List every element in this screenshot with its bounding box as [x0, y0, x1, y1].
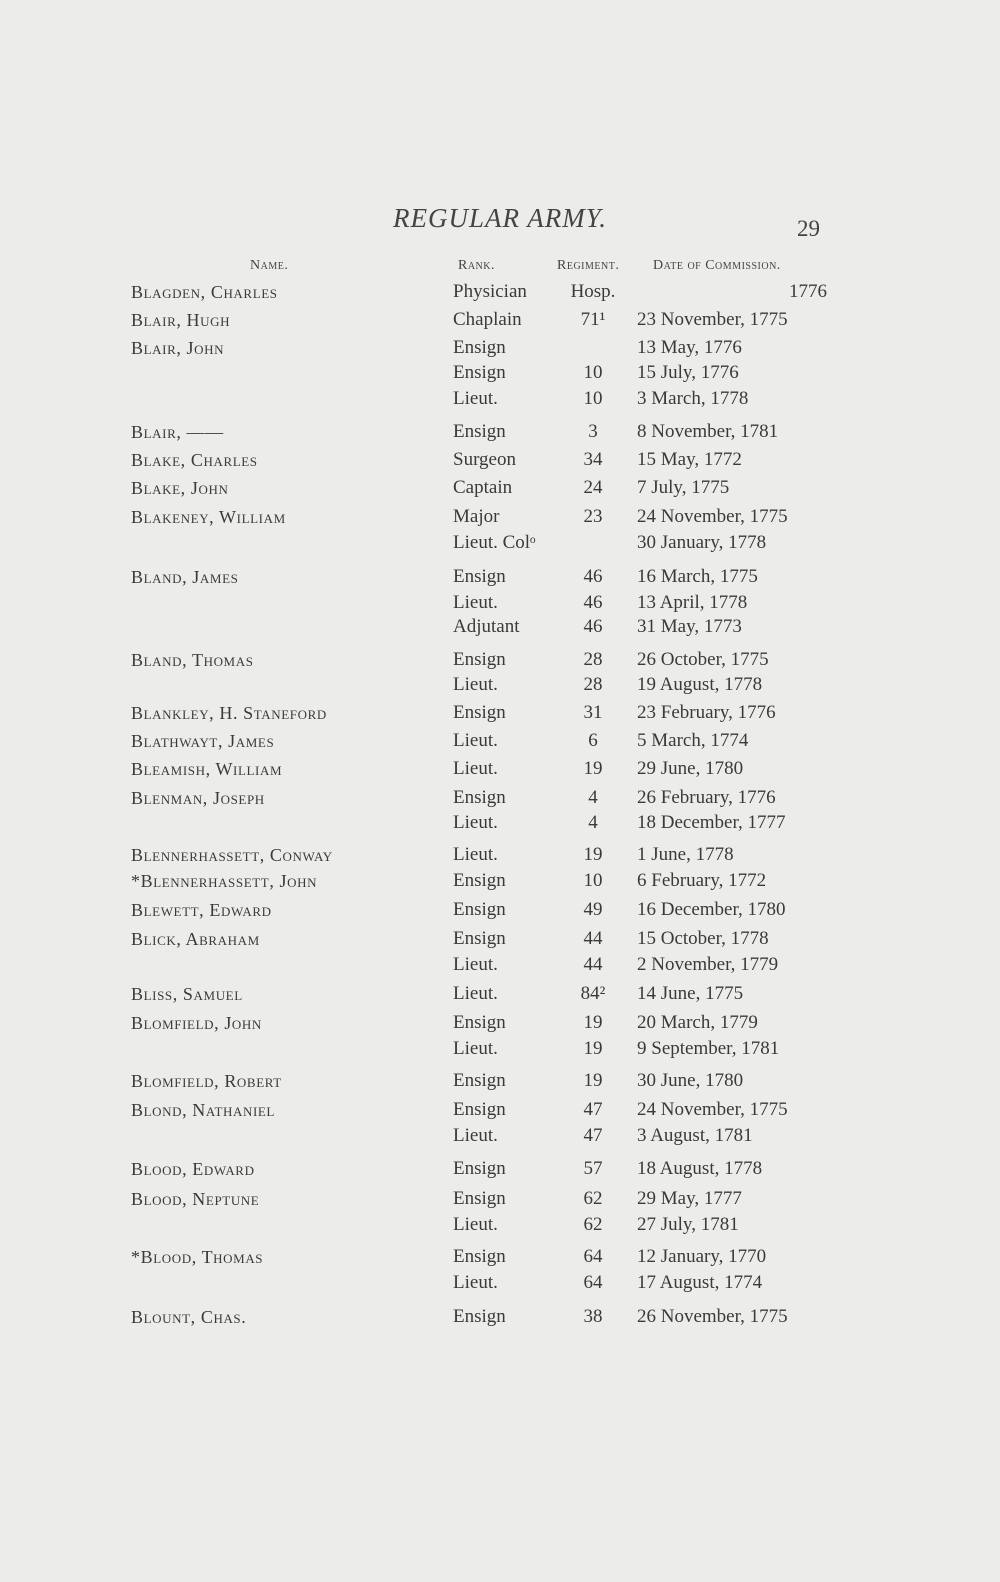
officer-regiment: 44 [583, 928, 603, 949]
commission-date: 3 March, 1778 [637, 388, 749, 409]
officer-regiment: 64 [583, 1246, 603, 1267]
officer-rank: Ensign [453, 649, 506, 670]
officer-name: Blair, John [131, 338, 225, 358]
commission-date: 24 November, 1775 [637, 1099, 788, 1120]
officer-regiment: 10 [583, 870, 603, 891]
officer-name: Blomfield, Robert [131, 1071, 282, 1091]
table-row [0, 335, 1000, 361]
officer-regiment: 28 [583, 674, 603, 695]
commission-date: 23 February, 1776 [637, 702, 776, 723]
officer-rank: Lieut. [453, 592, 498, 613]
commission-date: 15 July, 1776 [637, 362, 739, 383]
officer-rank: Ensign [453, 1158, 506, 1179]
column-header-date: Date of Commission. [653, 258, 781, 273]
commission-date: 14 June, 1775 [637, 983, 744, 1004]
officer-regiment: 64 [583, 1272, 603, 1293]
table-row [0, 926, 1000, 952]
commission-date: 18 December, 1777 [637, 812, 786, 833]
officer-rank: Lieut. [453, 730, 498, 751]
officer-rank: Ensign [453, 870, 506, 891]
officer-name: Blick, Abraham [131, 929, 260, 949]
table-row [0, 810, 1000, 836]
officer-regiment: 23 [583, 506, 603, 527]
commission-date: 24 November, 1775 [637, 506, 788, 527]
officer-regiment: 31 [583, 702, 603, 723]
officer-name: Blathwayt, James [131, 731, 275, 751]
officer-rank: Lieut. Colᵒ [453, 532, 536, 553]
commission-date: 12 January, 1770 [637, 1246, 767, 1267]
commission-date: 15 October, 1778 [637, 928, 769, 949]
officer-name: *Blood, Thomas [131, 1247, 264, 1267]
officer-name: Blankley, H. Staneford [131, 703, 327, 723]
officer-rank: Ensign [453, 928, 506, 949]
officer-rank: Chaplain [453, 309, 522, 330]
table-row [0, 475, 1000, 501]
officer-name: Bland, James [131, 567, 239, 587]
officer-regiment: 4 [588, 787, 598, 808]
officer-regiment: 6 [588, 730, 598, 751]
officer-name: Blair, —— [131, 422, 224, 442]
officer-rank: Ensign [453, 421, 506, 442]
officer-name: Blagden, Charles [131, 282, 278, 302]
commission-date: 7 July, 1775 [637, 477, 730, 498]
officer-rank: Ensign [453, 362, 506, 383]
table-row [0, 504, 1000, 530]
commission-date: 19 August, 1778 [637, 674, 763, 695]
commission-date: 30 June, 1780 [637, 1070, 744, 1091]
table-row [0, 728, 1000, 754]
commission-date: 23 November, 1775 [637, 309, 788, 330]
officer-rank: Lieut. [453, 844, 498, 865]
commission-date: 29 May, 1777 [637, 1188, 742, 1209]
table-row [0, 756, 1000, 782]
officer-rank: Captain [453, 477, 513, 498]
commission-date: 1 June, 1778 [637, 844, 734, 865]
officer-regiment: 19 [583, 844, 603, 865]
table-row [0, 1212, 1000, 1238]
table-row [0, 614, 1000, 640]
officer-regiment: 71¹ [580, 309, 606, 330]
officer-name: Blond, Nathaniel [131, 1100, 275, 1120]
officer-regiment: 38 [583, 1306, 603, 1327]
commission-date: 26 February, 1776 [637, 787, 776, 808]
officer-rank: Lieut. [453, 954, 498, 975]
table-row [0, 279, 1000, 305]
commission-date: 15 May, 1772 [637, 449, 742, 470]
officer-name: Blakeney, William [131, 507, 286, 527]
commission-date: 16 March, 1775 [637, 566, 758, 587]
commission-date: 13 May, 1776 [637, 337, 742, 358]
commission-date: 30 January, 1778 [637, 532, 767, 553]
officer-rank: Ensign [453, 702, 506, 723]
commission-date: 26 October, 1775 [637, 649, 769, 670]
officer-regiment: 46 [583, 566, 603, 587]
officer-regiment: 49 [583, 899, 603, 920]
table-row [0, 1097, 1000, 1123]
officer-rank: Lieut. [453, 758, 498, 779]
officer-name: Bland, Thomas [131, 650, 254, 670]
commission-date: 1776 [789, 281, 827, 302]
table-row [0, 1186, 1000, 1212]
officer-name: Bliss, Samuel [131, 984, 243, 1004]
table-row [0, 1036, 1000, 1062]
table-row [0, 564, 1000, 590]
commission-date: 27 July, 1781 [637, 1214, 739, 1235]
officer-regiment: 84² [580, 983, 606, 1004]
commission-date: 8 November, 1781 [637, 421, 779, 442]
officer-name: Blomfield, John [131, 1013, 262, 1033]
officer-regiment: 4 [588, 812, 598, 833]
officer-rank: Ensign [453, 1012, 506, 1033]
officer-rank: Lieut. [453, 1038, 498, 1059]
officer-rank: Lieut. [453, 388, 498, 409]
officer-rank: Lieut. [453, 983, 498, 1004]
table-row [0, 530, 1000, 556]
officer-rank: Surgeon [453, 449, 516, 470]
commission-date: 18 August, 1778 [637, 1158, 763, 1179]
table-row [0, 981, 1000, 1007]
commission-date: 31 May, 1773 [637, 616, 742, 637]
officer-regiment: 24 [583, 477, 603, 498]
table-row [0, 419, 1000, 445]
officer-name: Blake, John [131, 478, 229, 498]
table-row [0, 447, 1000, 473]
officer-regiment: 19 [583, 1038, 603, 1059]
page-title: REGULAR ARMY. [392, 203, 607, 233]
table-row [0, 700, 1000, 726]
commission-date: 5 March, 1774 [637, 730, 749, 751]
table-row [0, 868, 1000, 894]
commission-date: 17 August, 1774 [637, 1272, 763, 1293]
officer-name: Blennerhassett, Conway [131, 845, 333, 865]
officer-regiment: 62 [583, 1188, 603, 1209]
table-row [0, 1123, 1000, 1149]
table-row [0, 842, 1000, 868]
officer-name: Blewett, Edward [131, 900, 272, 920]
officer-rank: Lieut. [453, 674, 498, 695]
officer-regiment: 47 [583, 1125, 603, 1146]
commission-date: 26 November, 1775 [637, 1306, 788, 1327]
table-row [0, 897, 1000, 923]
officer-rank: Ensign [453, 787, 506, 808]
officer-rank: Ensign [453, 566, 506, 587]
commission-date: 13 April, 1778 [637, 592, 748, 613]
officer-rank: Adjutant [453, 616, 520, 637]
officer-rank: Lieut. [453, 812, 498, 833]
officer-rank: Ensign [453, 1099, 506, 1120]
table-row [0, 1156, 1000, 1182]
officer-name: Blenman, Joseph [131, 788, 265, 808]
commission-date: 16 December, 1780 [637, 899, 786, 920]
officer-name: Blood, Neptune [131, 1189, 260, 1209]
officer-regiment: 46 [583, 616, 603, 637]
column-header-regiment: Regiment. [557, 258, 620, 273]
table-row [0, 647, 1000, 673]
table-row [0, 672, 1000, 698]
commission-date: 3 August, 1781 [637, 1125, 753, 1146]
officer-regiment: 10 [583, 388, 603, 409]
officer-rank: Lieut. [453, 1125, 498, 1146]
table-row [0, 360, 1000, 386]
officer-regiment: 10 [583, 362, 603, 383]
table-row [0, 590, 1000, 616]
officer-regiment: 44 [583, 954, 603, 975]
table-row [0, 785, 1000, 811]
officer-rank: Ensign [453, 1246, 506, 1267]
officer-regiment: 47 [583, 1099, 603, 1120]
officer-name: Bleamish, William [131, 759, 283, 779]
column-header-rank: Rank. [458, 258, 496, 273]
officer-rank: Ensign [453, 1188, 506, 1209]
table-row [0, 307, 1000, 333]
commission-date: 2 November, 1779 [637, 954, 779, 975]
officer-name: Blood, Edward [131, 1159, 255, 1179]
table-row [0, 1244, 1000, 1270]
officer-regiment: 46 [583, 592, 603, 613]
officer-regiment: 62 [583, 1214, 603, 1235]
officer-rank: Ensign [453, 1306, 506, 1327]
commission-date: 6 February, 1772 [637, 870, 767, 891]
officer-rank: Major [453, 506, 500, 527]
officer-regiment: 34 [583, 449, 603, 470]
officer-rank: Ensign [453, 1070, 506, 1091]
table-row [0, 952, 1000, 978]
commission-date: 29 June, 1780 [637, 758, 744, 779]
officer-rank: Ensign [453, 337, 506, 358]
table-row [0, 1068, 1000, 1094]
officer-rank: Lieut. [453, 1214, 498, 1235]
officer-regiment: 57 [583, 1158, 603, 1179]
officer-regiment: 19 [583, 758, 603, 779]
table-row [0, 1010, 1000, 1036]
officer-name: Blake, Charles [131, 450, 258, 470]
officer-rank: Physician [453, 281, 527, 302]
column-header-name: Name. [250, 258, 289, 273]
officer-regiment: 28 [583, 649, 603, 670]
commission-date: 20 March, 1779 [637, 1012, 758, 1033]
commission-date: 9 September, 1781 [637, 1038, 780, 1059]
officer-regiment: 19 [583, 1012, 603, 1033]
officer-regiment: Hosp. [570, 281, 616, 302]
officer-regiment: 3 [588, 421, 598, 442]
officer-name: *Blennerhassett, John [131, 871, 318, 891]
officer-name: Blount, Chas. [131, 1307, 247, 1327]
officer-regiment: 19 [583, 1070, 603, 1091]
table-row [0, 1270, 1000, 1296]
officer-name: Blair, Hugh [131, 310, 231, 330]
table-row [0, 386, 1000, 412]
table-row [0, 1304, 1000, 1330]
officer-rank: Lieut. [453, 1272, 498, 1293]
officer-rank: Ensign [453, 899, 506, 920]
page-number: 29 [797, 216, 820, 241]
